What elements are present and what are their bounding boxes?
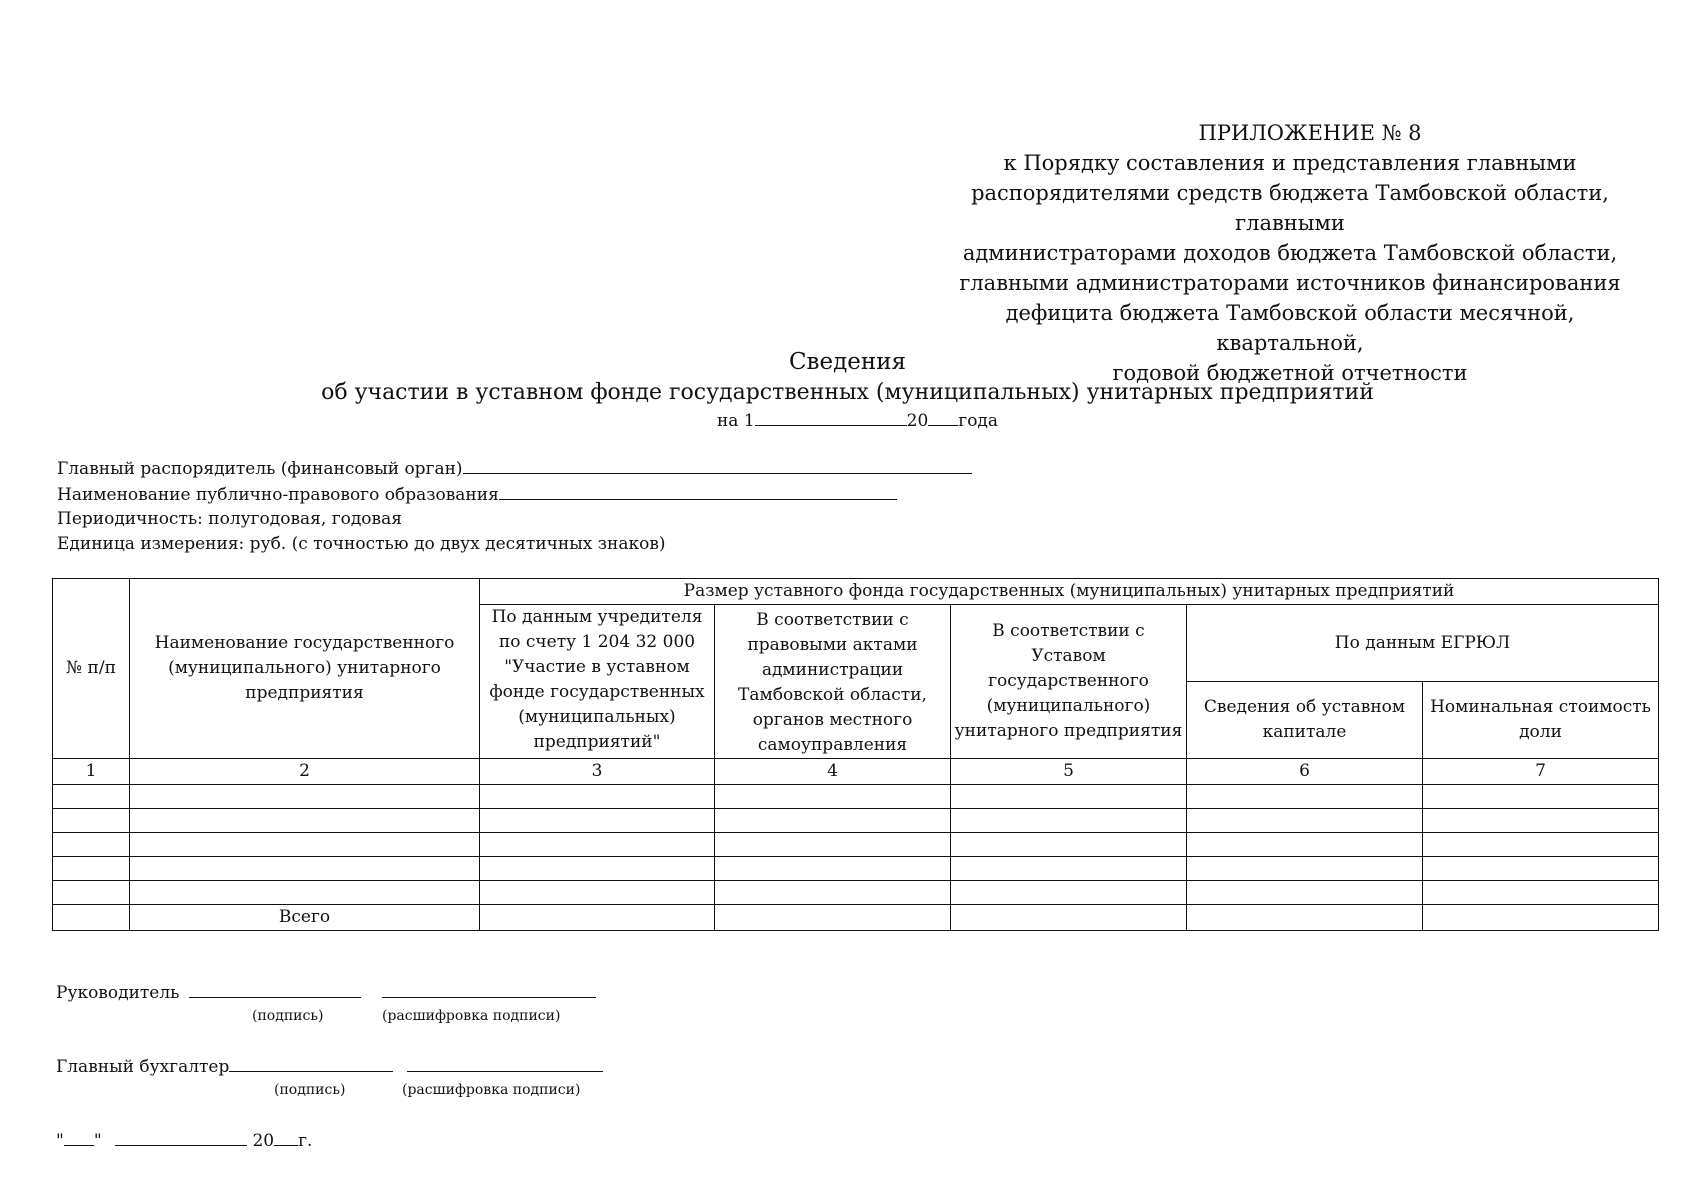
table-row bbox=[53, 857, 1659, 881]
group-header: Размер уставного фонда государственных (муниципальных) унитарных предприятий bbox=[480, 579, 1659, 605]
header-row-1 bbox=[53, 579, 1659, 605]
table-cell[interactable] bbox=[480, 857, 715, 881]
appendix-line: главными администраторами источников финансирования bbox=[959, 271, 1621, 295]
sign-caption: (подпись) bbox=[252, 1008, 324, 1024]
table-cell[interactable] bbox=[53, 833, 130, 857]
table-cell[interactable] bbox=[130, 785, 480, 809]
entity-blank[interactable] bbox=[499, 482, 897, 500]
appendix-line: годовой бюджетной отчетности bbox=[1112, 361, 1468, 385]
appendix-line: к Порядку составления и представления главными bbox=[1003, 151, 1577, 175]
sign-caption: (подпись) bbox=[274, 1082, 346, 1098]
date-prefix: на 1 bbox=[716, 411, 755, 431]
col-founder-data-header: По данным учредителя по счету 1 204 32 000 "Участие в уставном фонде государственных (муниципальных) предприятий" bbox=[480, 605, 715, 759]
meta-period: Периодичность: полугодовая, годовая bbox=[57, 509, 402, 529]
column-number: 7 bbox=[1423, 759, 1659, 785]
col-number-header: № п/п bbox=[53, 579, 130, 759]
decode-caption: (расшифровка подписи) bbox=[382, 1008, 561, 1024]
accountant-signature bbox=[56, 1054, 603, 1098]
col-charter-header: В соответствии с Уставом государственного (муниципального) унитарного предприятия bbox=[951, 605, 1187, 759]
sign-year-suffix: г. bbox=[298, 1131, 313, 1151]
table-cell[interactable] bbox=[480, 905, 715, 931]
table-cell[interactable] bbox=[53, 809, 130, 833]
meta-entity-row bbox=[57, 482, 972, 508]
table-cell[interactable] bbox=[715, 857, 951, 881]
column-number: 2 bbox=[130, 759, 480, 785]
column-number: 1 bbox=[53, 759, 130, 785]
meta-unit: Единица измерения: руб. (с точностью до двух десятичных знаков) bbox=[57, 533, 666, 554]
table-cell[interactable] bbox=[1187, 809, 1423, 833]
table-cell[interactable] bbox=[53, 881, 130, 905]
meta-entity-label: Наименование публично-правового образования bbox=[57, 484, 499, 505]
head-label: Руководитель bbox=[56, 983, 180, 1003]
table-cell[interactable] bbox=[480, 881, 715, 905]
table-row bbox=[53, 809, 1659, 833]
sign-date bbox=[56, 1128, 312, 1151]
table-cell[interactable] bbox=[951, 785, 1187, 809]
table-cell[interactable] bbox=[1423, 857, 1659, 881]
table-cell[interactable] bbox=[480, 833, 715, 857]
table-cell[interactable] bbox=[1187, 785, 1423, 809]
table-cell[interactable] bbox=[715, 881, 951, 905]
table-cell[interactable] bbox=[53, 785, 130, 809]
table-cell[interactable] bbox=[130, 857, 480, 881]
appendix-line: администраторами доходов бюджета Тамбовской области, bbox=[962, 241, 1618, 265]
date-day-blank[interactable] bbox=[755, 408, 907, 426]
report-table bbox=[52, 578, 1659, 931]
table-row bbox=[53, 881, 1659, 905]
document-heading bbox=[0, 346, 1695, 433]
column-number: 4 bbox=[715, 759, 951, 785]
table-row bbox=[53, 785, 1659, 809]
col-enterprise-name-header: Наименование государственного (муниципального) унитарного предприятия bbox=[130, 579, 480, 759]
column-number: 6 bbox=[1187, 759, 1423, 785]
head-sign-line[interactable] bbox=[189, 980, 361, 998]
accountant-decode-line[interactable] bbox=[407, 1054, 603, 1072]
date-quote-close: " bbox=[93, 1131, 102, 1151]
chief-blank[interactable] bbox=[463, 456, 972, 474]
decode-caption: (расшифровка подписи) bbox=[402, 1082, 581, 1098]
sign-year: 20 bbox=[252, 1131, 275, 1151]
appendix-title: ПРИЛОЖЕНИЕ № 8 bbox=[1198, 121, 1422, 145]
head-decode-line[interactable] bbox=[382, 980, 596, 998]
document-subtitle: об участии в уставном фонде государственных (муниципальных) унитарных предприятий bbox=[321, 380, 1374, 405]
egrul-group-header: По данным ЕГРЮЛ bbox=[1187, 605, 1659, 682]
table-cell[interactable] bbox=[53, 905, 130, 931]
head-signature bbox=[56, 980, 596, 1024]
meta-chief-row bbox=[57, 456, 972, 482]
accountant-label: Главный бухгалтер bbox=[56, 1057, 230, 1077]
date-suffix: года bbox=[958, 411, 999, 431]
table-cell[interactable] bbox=[480, 809, 715, 833]
table-cell[interactable] bbox=[480, 785, 715, 809]
table-cell[interactable] bbox=[53, 857, 130, 881]
table-cell[interactable] bbox=[1423, 833, 1659, 857]
col-legal-acts-header: В соответствии с правовыми актами администрации Тамбовской области, органов местного самоуправления bbox=[715, 605, 951, 759]
table-cell[interactable] bbox=[1423, 809, 1659, 833]
sign-day-blank[interactable] bbox=[64, 1128, 94, 1146]
appendix-line: дефицита бюджета Тамбовской области месячной, квартальной, bbox=[1005, 301, 1575, 355]
table-cell[interactable] bbox=[1423, 785, 1659, 809]
table-cell[interactable] bbox=[1187, 857, 1423, 881]
table-cell[interactable] bbox=[951, 857, 1187, 881]
column-numbers-row bbox=[53, 759, 1659, 785]
table-cell[interactable] bbox=[1187, 905, 1423, 931]
column-number: 3 bbox=[480, 759, 715, 785]
col-nominal-value-header: Номинальная стоимость доли bbox=[1423, 682, 1659, 759]
meta-chief-label: Главный распорядитель (финансовый орган) bbox=[57, 459, 463, 479]
column-number: 5 bbox=[951, 759, 1187, 785]
table-cell[interactable] bbox=[951, 905, 1187, 931]
table-cell[interactable] bbox=[715, 905, 951, 931]
table-row bbox=[53, 833, 1659, 857]
appendix-line: распорядителями средств бюджета Тамбовской области, главными bbox=[971, 181, 1609, 235]
table-cell[interactable] bbox=[715, 785, 951, 809]
table-cell[interactable] bbox=[130, 833, 480, 857]
table-cell[interactable] bbox=[951, 881, 1187, 905]
accountant-sign-line[interactable] bbox=[229, 1054, 393, 1072]
table-cell[interactable] bbox=[130, 809, 480, 833]
sign-month-blank[interactable] bbox=[115, 1128, 247, 1146]
table-cell[interactable] bbox=[951, 809, 1187, 833]
date-year-blank[interactable] bbox=[928, 408, 958, 426]
table-cell[interactable] bbox=[1423, 881, 1659, 905]
table-cell[interactable] bbox=[715, 809, 951, 833]
total-label: Всего bbox=[130, 905, 480, 931]
report-date bbox=[20, 408, 1695, 433]
table-cell[interactable] bbox=[1423, 905, 1659, 931]
table-cell[interactable] bbox=[715, 833, 951, 857]
table-cell[interactable] bbox=[1187, 833, 1423, 857]
table-cell[interactable] bbox=[130, 881, 480, 905]
col-capital-header: Сведения об уставном капитале bbox=[1187, 682, 1423, 759]
date-quote-open: " bbox=[56, 1131, 64, 1151]
document-title: Сведения bbox=[788, 349, 907, 375]
date-year: 20 bbox=[906, 411, 929, 431]
total-row bbox=[53, 905, 1659, 931]
table-cell[interactable] bbox=[1187, 881, 1423, 905]
table-cell[interactable] bbox=[951, 833, 1187, 857]
sign-year-blank[interactable] bbox=[274, 1128, 298, 1146]
report-meta bbox=[57, 456, 972, 556]
